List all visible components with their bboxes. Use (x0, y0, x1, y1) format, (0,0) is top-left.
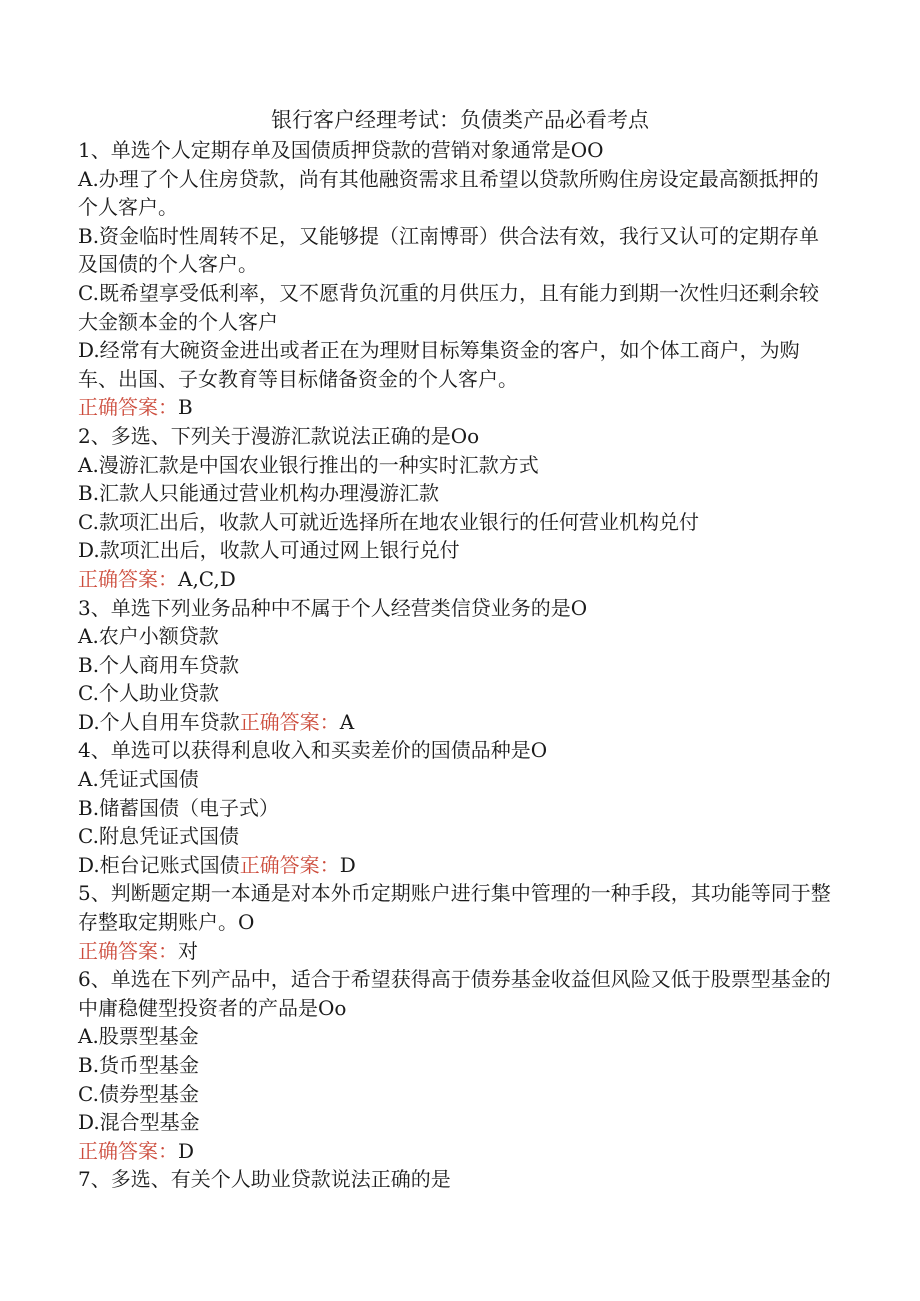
question-stem: 3、单选下列业务品种中不属于个人经营类信贷业务的是O (78, 595, 588, 620)
answer-line (78, 565, 838, 594)
question-stem: 7、多选、有关个人助业贷款说法正确的是 (78, 1167, 451, 1192)
option: C.附息凭证式国债 (78, 824, 239, 849)
option: A.农户小额贷款 (78, 624, 219, 649)
option: D.款项汇出后，收款人可通过网上银行兑付 (78, 538, 460, 563)
document-body (78, 136, 838, 1194)
answer-value: A (339, 709, 355, 734)
answer-value: D (339, 852, 356, 877)
answer-line (78, 1137, 838, 1166)
answer-value: D (178, 1138, 195, 1163)
option: D.个人自用车贷款 (78, 709, 240, 734)
option-with-answer (78, 851, 838, 880)
document-title: 银行客户经理考试：负债类产品必看考点 (271, 108, 649, 132)
question-stem: 1、单选个人定期存单及国债质押贷款的营销对象通常是OO (78, 138, 604, 162)
option: D.柜台记账式国债 (78, 852, 240, 877)
option: D.混合型基金 (78, 1110, 200, 1135)
option: D.经常有大碗资金进出或者正在为理财目标筹集资金的客户，如个体工商户，为购车、出国、子女教育等目标储备资金的个人客户。 (78, 338, 800, 391)
option: C.债券型基金 (78, 1081, 199, 1106)
question-stem: 2、多选、下列关于漫游汇款说法正确的是Oo (78, 423, 480, 448)
question-6 (78, 965, 838, 1165)
option: B.个人商用车贷款 (78, 652, 240, 677)
option: B.汇款人只能通过营业机构办理漫游汇款 (78, 481, 440, 506)
answer-value: A,C,D (178, 566, 236, 591)
answer-label: 正确答案： (78, 938, 178, 963)
option: A.凭证式国债 (78, 767, 199, 792)
option: C.个人助业贷款 (78, 681, 219, 706)
answer-line (78, 937, 838, 966)
option: A.漫游汇款是中国农业银行推出的一种实时汇款方式 (78, 452, 539, 477)
option: B.储蓄国债（电子式） (78, 795, 280, 820)
answer-label: 正确答案： (239, 709, 340, 734)
answer-label: 正确答案： (78, 395, 178, 420)
question-5 (78, 879, 838, 965)
question-stem: 6、单选在下列产品中，适合于希望获得高于债券基金收益但风险又低于股票型基金的中庸稳健型投资者的产品是Oo (78, 967, 831, 1020)
answer-label: 正确答案： (78, 566, 178, 591)
option: A.办理了个人住房贷款，尚有其他融资需求且希望以贷款所购住房设定最高额抵押的个人客户。 (78, 166, 819, 220)
question-3 (78, 594, 838, 737)
answer-value: 对 (178, 938, 198, 963)
option: C.款项汇出后，收款人可就近选择所在地农业银行的任何营业机构兑付 (78, 509, 699, 534)
answer-label: 正确答案： (239, 852, 340, 877)
question-stem: 4、单选可以获得利息收入和买卖差价的国债品种是O (78, 738, 548, 763)
answer-value: B (178, 395, 193, 420)
question-1 (78, 136, 838, 422)
question-2 (78, 422, 838, 594)
option-with-answer (78, 708, 838, 737)
option: B.资金临时性周转不足，又能够提（江南博哥）供合法有效，我行又认可的定期存单及国债的个人客户。 (78, 223, 820, 277)
answer-label: 正确答案： (78, 1138, 178, 1163)
option: B.货币型基金 (78, 1053, 200, 1077)
question-4 (78, 736, 838, 879)
option: A.股票型基金 (78, 1024, 199, 1049)
answer-line (78, 393, 838, 422)
question-7 (78, 1165, 838, 1194)
option: C.既希望享受低利率，又不愿背负沉重的月供压力，且有能力到期一次性归还剩余较大金额本金的个人客户 (78, 280, 819, 334)
question-stem: 5、判断题定期一本通是对本外币定期账户进行集中管理的一种手段，其功能等同于整存整取定期账户。O (78, 881, 831, 935)
